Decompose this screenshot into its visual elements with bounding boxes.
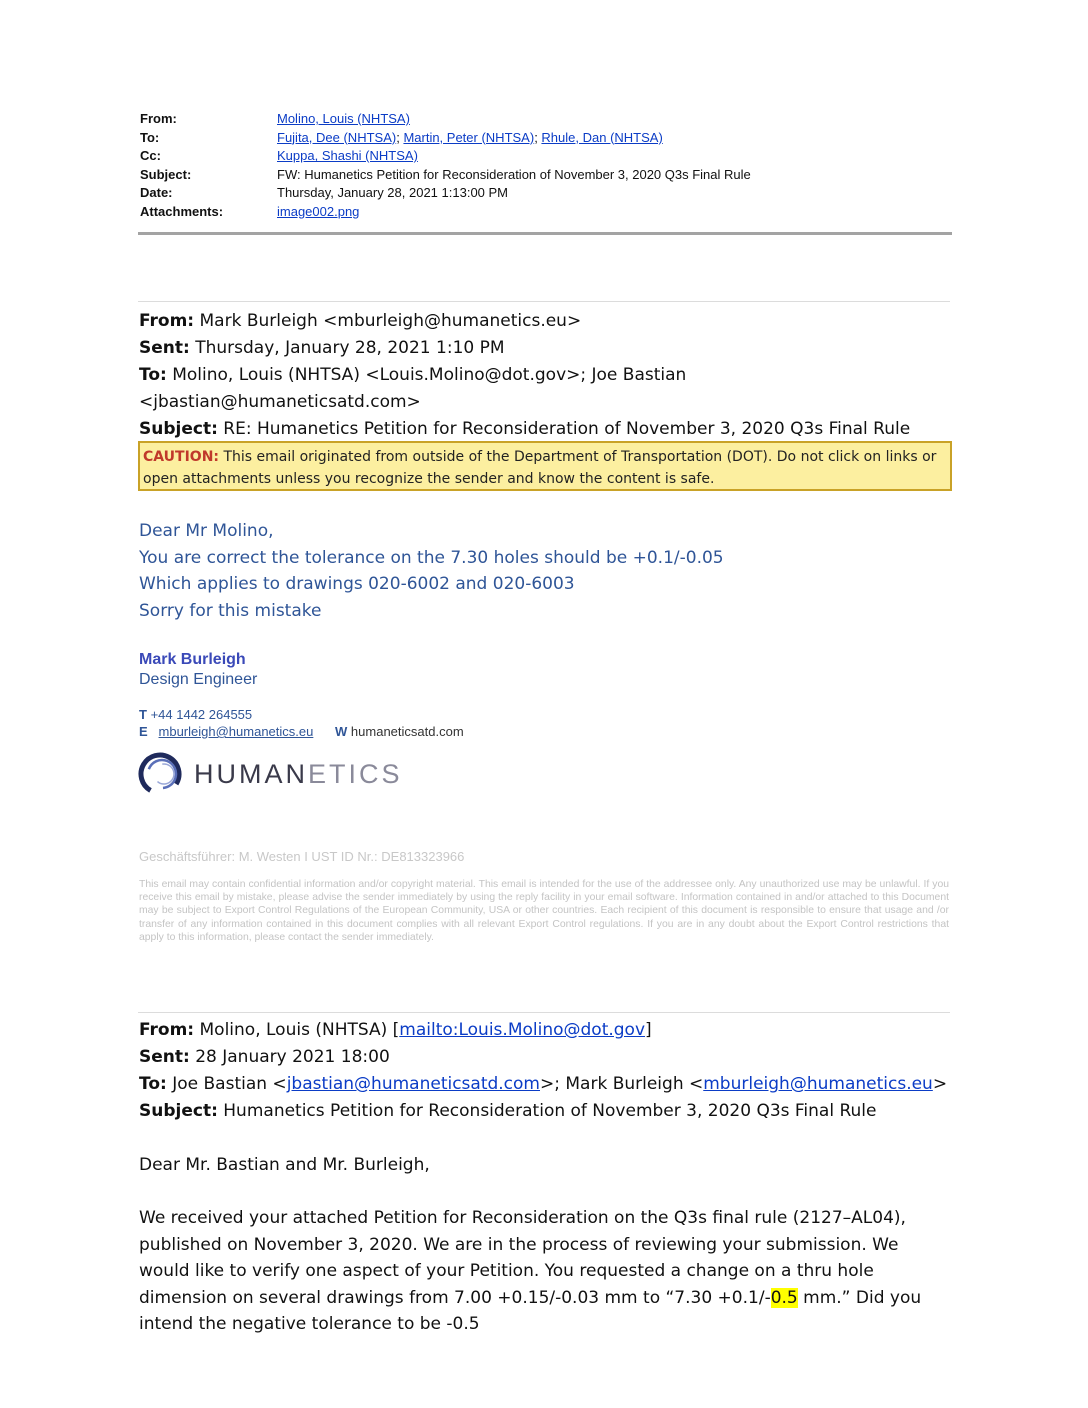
original-to-mid: >; Mark Burleigh < — [540, 1074, 704, 1094]
original-to-link-2[interactable]: mburleigh@humanetics.eu — [703, 1074, 933, 1094]
header-from-label: From: — [140, 111, 177, 126]
header-date-label: Date: — [140, 185, 173, 201]
signature-name: Mark Burleigh — [139, 651, 246, 668]
header-from-link[interactable]: Molino, Louis (NHTSA) — [277, 111, 410, 126]
original-to-end: > — [932, 1074, 948, 1094]
original-from-label: From: — [139, 1020, 195, 1040]
original-from-end: ] — [645, 1020, 652, 1040]
signature-email-link[interactable]: mburleigh@humanetics.eu — [158, 724, 314, 739]
original-to-line — [139, 1071, 959, 1098]
reply-body-line-3: Which applies to drawings 020-6002 and 020-6003 — [139, 574, 575, 594]
company-registration: Geschäftsführer: M. Westen I UST ID Nr.: DE813323966 — [139, 849, 465, 864]
original-to-link-1[interactable]: jbastian@humaneticsatd.com — [286, 1074, 540, 1094]
header-attachments-row — [140, 203, 952, 222]
original-from-mailto-link[interactable]: mailto:Louis.Molino@dot.gov — [399, 1020, 646, 1040]
humanetics-logo — [138, 751, 403, 797]
email-disclaimer: This email may contain confidential information and/or copyright material. This email is intended for the use of the addressee only. Any unauthorized use may be unlawful. If you receive this email by mistake, please advise the sender immediately by using the reply facility in your email software. Information contained in and/or attached to this Document may be subject to Export Control Regulations of the European Community, USA or other countries. Each recipient of this document is responsible to ensure that usage and /or transfer of any information contained in this document complies with all relevant Export Control regulations. If you are in any doubt about the Export Control restrictions that apply to this information, please contact the sender immediately. — [139, 879, 949, 943]
web-label: W — [335, 724, 348, 739]
email-header — [140, 110, 952, 222]
highlighted-value: 0.5 — [770, 1287, 798, 1308]
reply-greeting: Dear Mr Molino, — [139, 521, 274, 541]
reply-to-value: Molino, Louis (NHTSA) <Louis.Molino@dot.gov>; Joe Bastian <jbastian@humaneticsatd.com> — [139, 365, 687, 412]
reply-to-label: To: — [139, 365, 167, 385]
original-subject-label: Subject: — [139, 1101, 218, 1121]
header-to-link-1[interactable]: Fujita, Dee (NHTSA) — [277, 129, 397, 145]
reply-headers — [139, 308, 959, 443]
signature-phone-line — [139, 706, 464, 723]
caution-label: CAUTION: — [143, 449, 220, 465]
header-cc-link[interactable]: Kuppa, Shashi (NHTSA) — [277, 148, 418, 164]
header-subject-row — [140, 166, 952, 185]
reply-from-value: Mark Burleigh <mburleigh@humanetics.eu> — [194, 311, 582, 331]
header-from-row — [140, 110, 952, 129]
logo-text-dark: HUMAN — [194, 758, 308, 789]
header-to-label: To: — [140, 129, 160, 145]
original-paragraph-text: We received your attached Petition for Reconsideration on the Q3s final rule (2127–AL04), published on November 3, 2020. We are in the process of reviewing your submission. We would like to verify one aspect of your Petition. You requested a change on a thru hole dimension on several drawings from 7.00 +0.15/-0.03 mm to “7.30 +0.1/- — [139, 1208, 906, 1308]
reply-to-line — [139, 362, 959, 416]
header-to-link-2[interactable]: Martin, Peter (NHTSA) — [403, 129, 535, 145]
signature-email-line — [139, 723, 464, 740]
original-sent-value: 28 January 2021 18:00 — [189, 1047, 390, 1067]
original-sent-line — [139, 1044, 959, 1071]
phone-label: T — [139, 707, 147, 722]
caution-text: This email originated from outside of the Department of Transportation (DOT). Do not click on links or open attachments unless you recognize the sender and know the content is safe. — [143, 449, 937, 487]
header-divider — [138, 232, 952, 235]
header-to-link-3[interactable]: Rhule, Dan (NHTSA) — [541, 129, 663, 145]
humanetics-logo-text — [194, 759, 403, 790]
reply-subject-value: RE: Humanetics Petition for Reconsideration of November 3, 2020 Q3s Final Rule — [217, 419, 911, 439]
reply-sent-label: Sent: — [139, 338, 190, 358]
original-divider — [138, 1012, 950, 1013]
email-label: E — [139, 724, 148, 739]
header-to-separator-1: ; — [396, 129, 404, 145]
signature-contact — [139, 706, 464, 740]
header-subject-value: FW: Humanetics Petition for Reconsideration of November 3, 2020 Q3s Final Rule — [277, 166, 751, 182]
reply-body-line-2: You are correct the tolerance on the 7.30 holes should be +0.1/-0.05 — [139, 547, 724, 568]
attachment-link[interactable]: image002.png — [277, 203, 360, 219]
header-date-value: Thursday, January 28, 2021 1:13:00 PM — [277, 185, 509, 201]
signature-phone: +44 1442 264555 — [146, 707, 253, 722]
reply-sent-line — [139, 335, 959, 362]
reply-subject-line — [139, 416, 959, 443]
reply-sent-value: Thursday, January 28, 2021 1:10 PM — [189, 338, 505, 358]
reply-from-line — [139, 308, 959, 335]
header-cc-label: Cc: — [140, 148, 161, 164]
original-paragraph — [139, 1205, 954, 1338]
original-paragraph-text-end: mm.” Did you intend the negative tolerance to be -0.5 — [139, 1287, 922, 1334]
header-to-separator-2: ; — [534, 129, 542, 145]
original-subject-line — [139, 1098, 959, 1125]
humanetics-logo-mark-icon — [138, 752, 182, 796]
reply-body-line-4: Sorry for this mistake — [139, 600, 322, 621]
header-to-list — [277, 129, 663, 148]
reply-from-label: From: — [139, 311, 195, 331]
logo-text-light: ETICS — [308, 758, 403, 789]
header-attachments-label: Attachments: — [140, 203, 224, 219]
header-to-row — [140, 129, 952, 148]
original-greeting: Dear Mr. Bastian and Mr. Burleigh, — [139, 1155, 430, 1175]
original-to-pre: Joe Bastian < — [166, 1074, 287, 1094]
original-subject-value: Humanetics Petition for Reconsideration of November 3, 2020 Q3s Final Rule — [217, 1101, 877, 1121]
header-date-row — [140, 184, 952, 203]
header-cc-row — [140, 147, 952, 166]
caution-banner — [138, 441, 952, 491]
original-from-line — [139, 1017, 959, 1044]
reply-subject-label: Subject: — [139, 419, 218, 439]
signature-title: Design Engineer — [139, 671, 258, 688]
reply-divider — [138, 301, 950, 302]
reply-body — [139, 518, 724, 624]
signature-web: humaneticsatd.com — [347, 724, 464, 739]
original-to-label: To: — [139, 1074, 167, 1094]
original-from-value: Molino, Louis (NHTSA) [ — [194, 1020, 400, 1040]
header-subject-label: Subject: — [140, 166, 192, 182]
original-headers — [139, 1017, 959, 1125]
original-sent-label: Sent: — [139, 1047, 190, 1067]
